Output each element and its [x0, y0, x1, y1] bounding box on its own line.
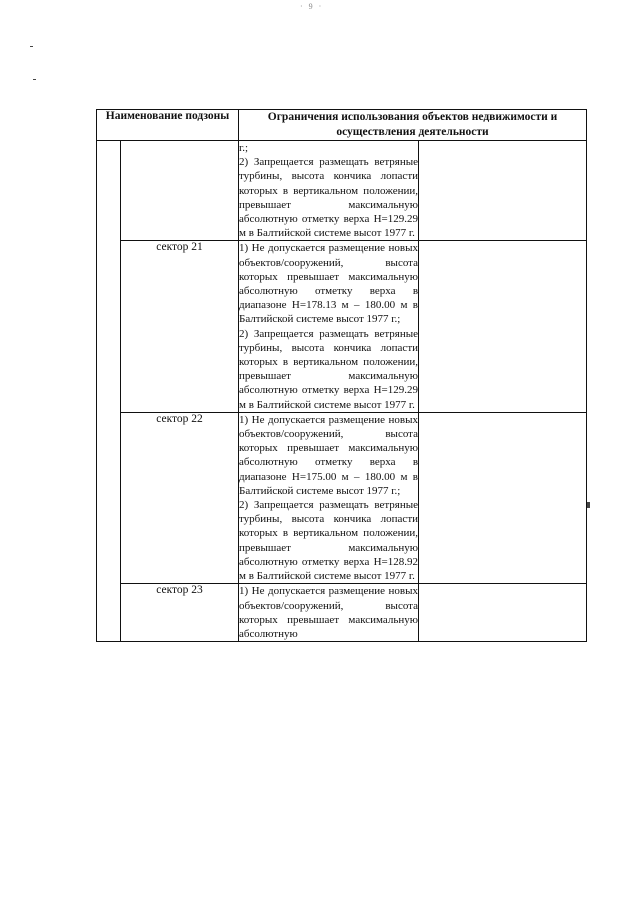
table-header-row	[97, 110, 587, 141]
restriction-paragraph: 1) Не допускается размещение новых объектов/сооружений, высота которых превышает максимальную абсолютную отметку верха в диапазоне Н=175.00 м – 180.00 м в Балтийской системе высот 1977 г.;	[239, 413, 419, 497]
scan-speck	[587, 502, 590, 508]
restriction-text-cell	[239, 584, 419, 642]
restriction-paragraph: 2) Запрещается размещать ветряные турбины, высота кончика лопасти которых в вертикальном положении, превышает максимальную абсолютную отметку верха Н=128.92 м в Балтийской системе высот 1977 г.	[239, 499, 419, 583]
table-row	[97, 241, 587, 412]
scan-speck	[33, 79, 36, 80]
table-row	[97, 584, 587, 642]
restriction-paragraph: 1) Не допускается размещение новых объектов/сооружений, высота которых превышает максимальную абсолютную отметку верха в диапазоне Н=178.13 м – 180.00 м в Балтийской системе высот 1977 г.;	[239, 242, 419, 326]
table-row	[97, 141, 587, 241]
header-subzone-name: Наименование подзоны	[97, 110, 239, 141]
restriction-text-cell	[239, 412, 419, 583]
restriction-paragraph: г.;	[239, 142, 249, 154]
empty-cell	[419, 141, 587, 241]
restriction-paragraph: 2) Запрещается размещать ветряные турбины, высота кончика лопасти которых в вертикальном положении, превышает максимальную абсолютную отметку верха Н=129.29 м в Балтийской системе высот 1977 г.	[239, 327, 419, 411]
sector-cell: сектор 23	[121, 584, 239, 642]
empty-cell	[419, 412, 587, 583]
empty-cell	[419, 584, 587, 642]
restriction-paragraph: 1) Не допускается размещение новых объектов/сооружений, высота которых превышает максимальную абсолютную	[239, 585, 419, 640]
sector-cell: сектор 21	[121, 241, 239, 412]
sector-cell: сектор 22	[121, 412, 239, 583]
table-row	[97, 412, 587, 583]
page-number: · 9 ·	[300, 2, 324, 11]
header-restrictions: Ограничения использования объектов недвижимости и осуществления деятельности	[239, 110, 587, 141]
restriction-paragraph: 2) Запрещается размещать ветряные турбины, высота кончика лопасти которых в вертикальном положении, превышает максимальную абсолютную отметку верха Н=129.29 м в Балтийской системе высот 1977 г.	[239, 156, 419, 240]
restrictions-table	[96, 109, 587, 642]
spacer-column	[97, 141, 121, 642]
empty-cell	[419, 241, 587, 412]
restriction-text-cell	[239, 241, 419, 412]
sector-cell	[121, 141, 239, 241]
scan-speck	[30, 46, 33, 47]
restriction-text-cell	[239, 141, 419, 241]
